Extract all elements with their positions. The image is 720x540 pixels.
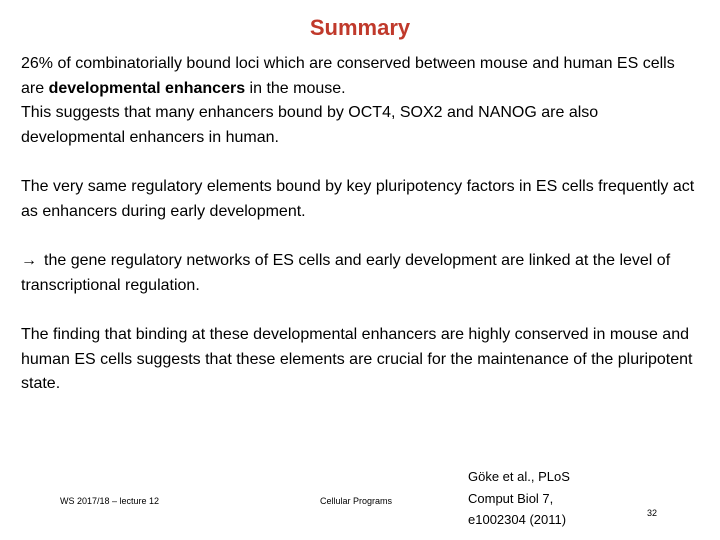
paragraph-conserved-loci-tail: in the mouse. bbox=[245, 79, 346, 97]
spacer bbox=[21, 150, 701, 175]
paragraph-regulatory-elements: The very same regulatory elements bound by key pluripotency factors in ES cells frequently act as enhancers during early development. bbox=[21, 178, 695, 220]
spacer bbox=[21, 224, 701, 249]
footer-course: WS 2017/18 – lecture 12 bbox=[60, 496, 160, 506]
slide-content bbox=[21, 52, 701, 397]
paragraph-enhancers-in-human: This suggests that many enhancers bound by OCT4, SOX2 and NANOG are also developmental enhancers in human. bbox=[21, 104, 599, 146]
paragraph-networks-linked-text: the gene regulatory networks of ES cells and early development are linked at the level of transcriptional regulation. bbox=[21, 252, 671, 294]
citation-line: Comput Biol 7, bbox=[468, 490, 554, 506]
citation-line: Göke et al., PLoS bbox=[468, 469, 570, 484]
footer-program: Cellular Programs bbox=[320, 496, 393, 506]
footer-citation bbox=[468, 466, 570, 531]
arrow-right-icon: → bbox=[21, 252, 37, 269]
page-number: 32 bbox=[647, 508, 658, 518]
paragraph-conserved-loci-lead: 26% of combinatorially bound loci which are conserved between mouse and human ES cells are bbox=[21, 55, 675, 97]
emphasis-developmental-enhancers: developmental enhancers bbox=[48, 79, 246, 97]
citation-line: e1002304 (2011) bbox=[468, 512, 567, 527]
paragraph-conserved-loci bbox=[21, 52, 701, 101]
paragraph-networks-linked bbox=[21, 249, 701, 298]
slide-title: Summary bbox=[309, 15, 411, 40]
paragraph-conservation-finding: The finding that binding at these developmental enhancers are highly conserved in mouse and human ES cells suggests that these elements are crucial for the maintenance of the pluripotent state. bbox=[21, 326, 693, 392]
spacer bbox=[21, 298, 701, 323]
